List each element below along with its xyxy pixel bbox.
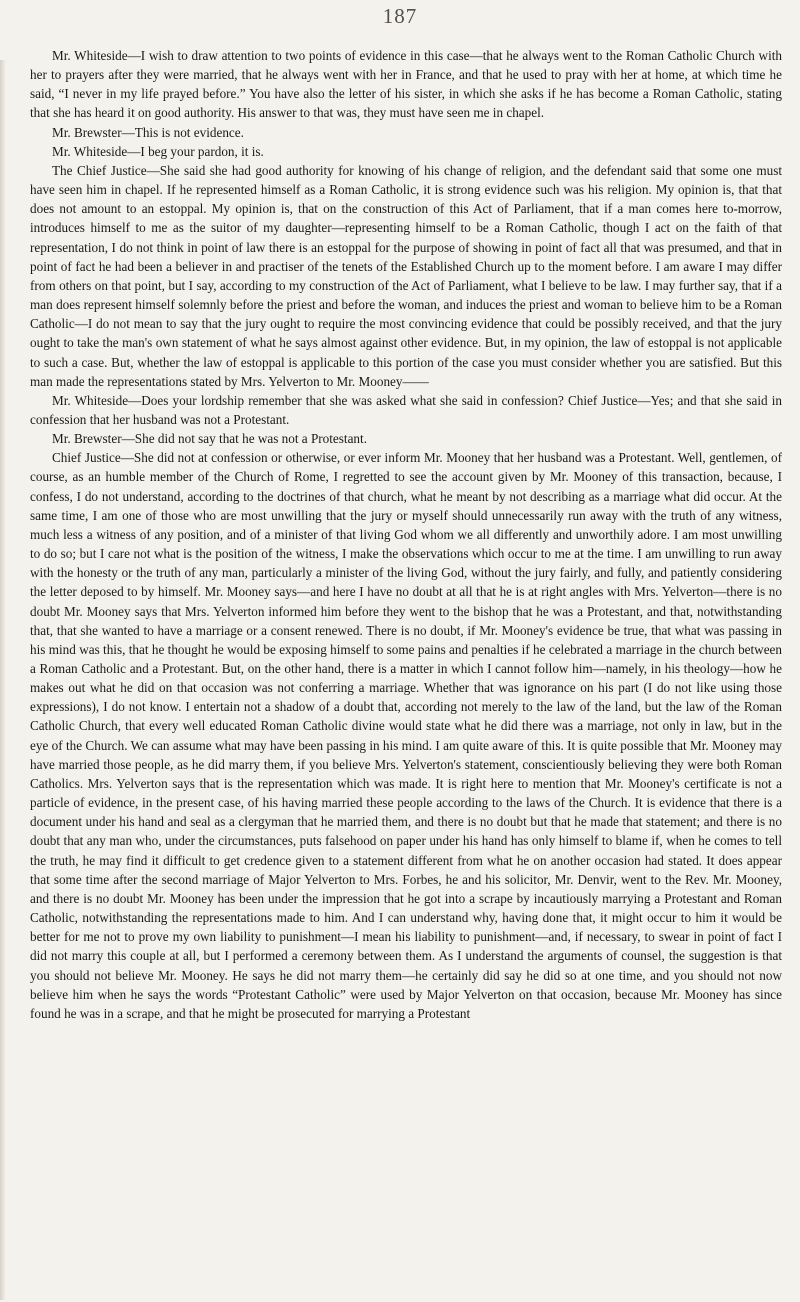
paragraph: Chief Justice—She did not at confession or otherwise, or ever inform Mr. Mooney that her husband was a Protestant. Well, gentlemen, of course, as an humble member of the Church of Rome, I regretted to see the account given by Mr. Mooney of this transaction, because, I confess, I do not understand, according to the doctrines of that church, what he meant by not describing as a marriage what did occur. At the same time, I am one of those who are most unwilling that the jury or myself should unnecessarily run away with the truth of any witness, much less a witness of any position, and of a minister of that living God whom we all differently and unworthily adore. I am most unwilling to do so; but I care not what is the position of the witness, I make the observations which occur to me at the time. I am unwilling to run away with the honesty or the truth of any man, particularly a minister of the living God, without the jury fairly, and fully, and patiently considering the letter deposed to by himself. Mr. Mooney says—and here I have no doubt at all that he is at right angles with Mrs. Yelverton—there is no doubt Mr. Mooney says that Mrs. Yelverton informed him before they went to the bishop that he was a Protestant, and that, notwithstanding that, that she wanted to have a marriage or a consent renewed. There is no doubt, if Mr. Mooney's evidence be true, that what was passing in his mind was this, that he thought he would be exposing himself to some pains and penalties if he celebrated a marriage in the church between a Roman Catholic and a Protestant. But, on the other hand, there is a matter in which I cannot follow him—namely, in his theology—how he makes out what he did on that occasion was not conferring a marriage. Whether that was ignorance on his part (I do not like using those expressions), I do not know. I entertain not a shadow of a doubt that, according not merely to the law of the land, but the law of the Roman Catholic Church, that every well educated Roman Catholic divine would state what he did there was a marriage, not only in law, but in the eye of the Church. We can assume what may have been passing in his mind. I am quite aware of this. It is quite possible that Mr. Mooney may have married those people, as he did marry them, if you believe Mrs. Yelverton's statement, conscientiously believing they were both Roman Catholics. Mrs. Yelverton says that is the representation which was made. It is right here to mention that Mr. Mooney's certificate is not a particle of evidence, in the present case, of his having married these people according to the laws of the Church. It is evidence that there is a document under his hand and seal as a clergyman that he married them, and there is no doubt but that he made that statement; and there is no doubt that any man who, under the circumstances, puts falsehood on paper under his hand has only himself to blame if, when he comes to tell the truth, he may find it difficult to get credence given to a statement different from what he on another occasion had stated. It does appear that some time after the second marriage of Major Yelverton to Mrs. Forbes, he and his solicitor, Mr. Denvir, went to the Rev. Mr. Mooney, and there is no doubt Mr. Mooney has been under the impression that he got into a scrape by incautiously marrying a Protestant and Roman Catholic, notwithstanding the representations made to him. And I can understand why, having done that, it might occur to him it would be better for me not to prove my own liability to punishment—I mean his liability to punishment—and, if necessary, to swear in point of fact I did not marry this couple at all, but I performed a ceremony between them. As I understand the arguments of counsel, the suggestion is that you should not believe Mr. Mooney. He says he did not marry them—he certainly did say he did so at one time, and you should not now believe him when he says the words “Protestant Catholic” were used by Major Yelverton on that occasion, because Mr. Mooney has since found he was in a scrape, and that he might be prosecuted for marrying a Protestant: [30, 450, 782, 1021]
page-edge-shadow: [0, 60, 6, 1300]
paragraph: Mr. Whiteside—I wish to draw attention to two points of evidence in this case—that he always went to the Roman Catholic Church with her to prayers after they were married, that he always went with her in France, and that he used to pray with her at home, at which time he said, “I never in my life prayed before.” You have also the letter of his sister, in which she asks if he has become a Roman Catholic, stating that she has heard it on good authority. His answer to that was, they must have seen me in chapel.: [30, 48, 782, 121]
paragraph: Mr. Brewster—This is not evidence.: [52, 124, 244, 140]
paragraph: Mr. Whiteside—I beg your pardon, it is.: [52, 143, 264, 159]
paragraph: Mr. Whiteside—Does your lordship remember that she was asked what she said in confession? Chief Justice—Yes; and that she said in confession that her husband was not a Protestant.: [30, 392, 782, 427]
document-body: [30, 46, 782, 1023]
paragraph: Mr. Brewster—She did not say that he was not a Protestant.: [52, 431, 367, 447]
page-number: 187: [382, 4, 418, 28]
paragraph: The Chief Justice—She said she had good authority for knowing of his change of religion, and the defendant said that some one must have seen him in chapel. If he represented himself as a Roman Catholic, it is strong evidence such was his religion. My opinion is, that that does not amount to an estoppal. My opinion is, that on the construction of this Act of Parliament, that if a man comes here to-morrow, introduces himself to me as the suitor of my daughter—representing himself to be a Roman Catholic, though I act on the faith of that representation, I do not think in point of law there is an estoppal for the purpose of showing in point of fact all that was presumed, and that in point of fact he had been a believer in and practiser of the tenets of the Established Church up to the moment before. I am aware I may differ from others on that point, but I say, according to my construction of the Act of Parliament, what I believe to be law. I may further say, that if a man does represent himself solemnly before the priest and before the woman, and induces the priest and woman to believe him to be a Roman Catholic—I do not mean to say that the jury ought to require the most convincing evidence that could be possibly received, and that the jury ought to take the man's own statement of what he says almost against other evidence. But, in my opinion, the law of estoppal is not applicable to such a case. But, whether the law of estoppal is applicable to this portion of the case you must consider whether you are satisfied. But this man made the representations stated by Mrs. Yelverton to Mr. Mooney——: [30, 162, 782, 389]
